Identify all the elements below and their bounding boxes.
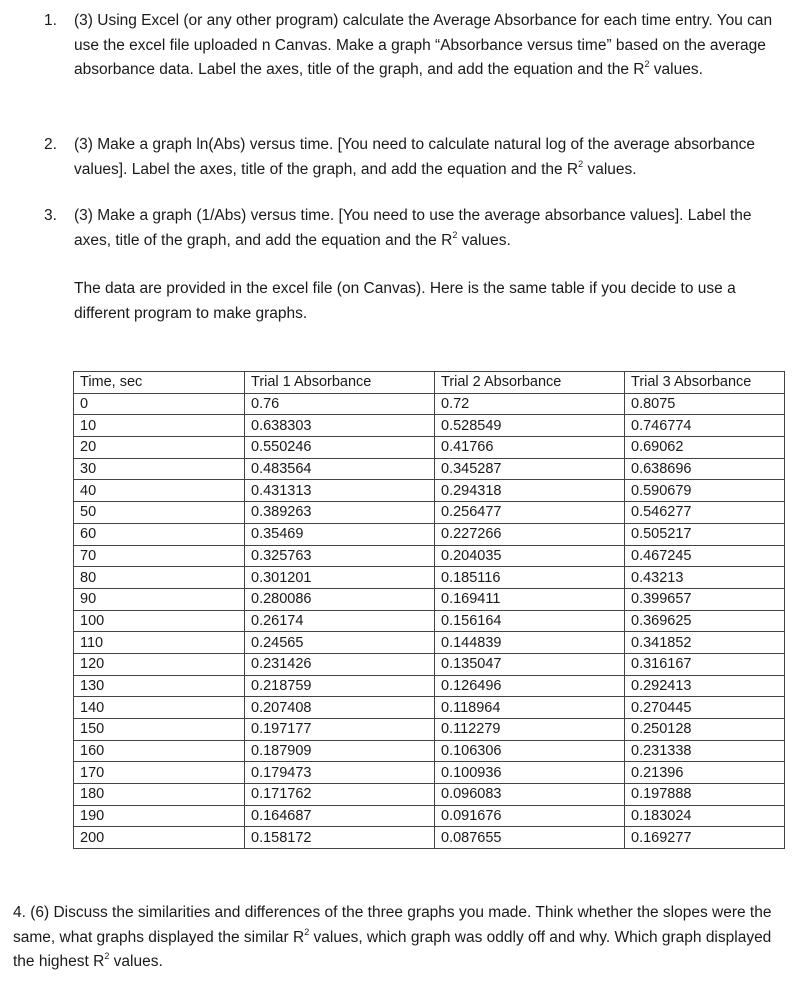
table-cell: 80 [74, 567, 245, 589]
table-row [74, 719, 785, 741]
table-cell: 190 [74, 805, 245, 827]
table-row [74, 697, 785, 719]
table-cell: 180 [74, 784, 245, 806]
table-header-row [74, 372, 785, 394]
table-cell: 0.158172 [245, 827, 435, 849]
table-cell: 150 [74, 719, 245, 741]
table-cell: 0.197888 [625, 784, 785, 806]
table-cell: 20 [74, 437, 245, 459]
table-cell: 0.8075 [625, 393, 785, 415]
table-cell: 0.389263 [245, 502, 435, 524]
table-cell: 0.528549 [435, 415, 625, 437]
question-number: 2. [44, 136, 57, 153]
question-2 [44, 133, 784, 182]
question-text: (3) Make a graph (1/Abs) versus time. [You need to use the average absorbance values]. Label the axes, title of the graph, and add the equation and the $R^2$ values. [74, 207, 752, 249]
question-4: 4. (6) Discuss the similarities and differences of the three graphs you made. Think whether the slopes were the same, what graphs displayed the similar $R^2$ values, which graph was oddly off and why. Which graph displayed the highest $R^2$ values. [13, 904, 772, 970]
table-cell: 30 [74, 458, 245, 480]
table-cell: 0.280086 [245, 588, 435, 610]
table-cell: 0.76 [245, 393, 435, 415]
table-cell: 110 [74, 632, 245, 654]
table-cell: 0.483564 [245, 458, 435, 480]
table-row [74, 415, 785, 437]
table-cell: 0.218759 [245, 675, 435, 697]
table-cell: 0.156164 [435, 610, 625, 632]
table-cell: 0.171762 [245, 784, 435, 806]
table-cell: 0.638303 [245, 415, 435, 437]
table-cell: 0.169411 [435, 588, 625, 610]
table-cell: 0.100936 [435, 762, 625, 784]
table-row [74, 610, 785, 632]
table-row [74, 567, 785, 589]
table-row [74, 545, 785, 567]
table-cell: 0.118964 [435, 697, 625, 719]
table-cell: 0.467245 [625, 545, 785, 567]
table-cell: 0.112279 [435, 719, 625, 741]
question-number: 3. [44, 207, 57, 224]
table-cell: 0.270445 [625, 697, 785, 719]
table-cell: 0.431313 [245, 480, 435, 502]
table-cell: 0.41766 [435, 437, 625, 459]
table-header-cell: Time, sec [74, 372, 245, 394]
table-cell: 0.292413 [625, 675, 785, 697]
table-cell: 0.341852 [625, 632, 785, 654]
table-row [74, 502, 785, 524]
table-row [74, 437, 785, 459]
table-cell: 200 [74, 827, 245, 849]
table-row [74, 588, 785, 610]
table-row [74, 762, 785, 784]
table-cell: 40 [74, 480, 245, 502]
table-cell: 0.746774 [625, 415, 785, 437]
table-cell: 0.301201 [245, 567, 435, 589]
table-row [74, 653, 785, 675]
table-cell: 90 [74, 588, 245, 610]
table-cell: 120 [74, 653, 245, 675]
table-cell: 0.505217 [625, 523, 785, 545]
table-row [74, 740, 785, 762]
table-cell: 170 [74, 762, 245, 784]
table-cell: 0.550246 [245, 437, 435, 459]
table-cell: 0.183024 [625, 805, 785, 827]
table-cell: 0 [74, 393, 245, 415]
table-cell: 60 [74, 523, 245, 545]
table-cell: 0.250128 [625, 719, 785, 741]
table-row [74, 675, 785, 697]
table-row [74, 523, 785, 545]
table-cell: 0.096083 [435, 784, 625, 806]
question-number: 1. [44, 12, 57, 29]
table-cell: 0.369625 [625, 610, 785, 632]
table-cell: 0.204035 [435, 545, 625, 567]
table-cell: 0.106306 [435, 740, 625, 762]
table-row [74, 393, 785, 415]
table-cell: 0.24565 [245, 632, 435, 654]
table-cell: 0.227266 [435, 523, 625, 545]
table-cell: 0.21396 [625, 762, 785, 784]
table-cell: 0.35469 [245, 523, 435, 545]
table-cell: 0.345287 [435, 458, 625, 480]
table-cell: 50 [74, 502, 245, 524]
table-cell: 0.546277 [625, 502, 785, 524]
table-cell: 0.144839 [435, 632, 625, 654]
question-text: (3) Make a graph ln(Abs) versus time. [You need to calculate natural log of the average absorbance values]. Label the axes, title of the graph, and add the equation and the $R^2$ values. [74, 136, 755, 178]
table-row [74, 827, 785, 849]
table-cell: 0.26174 [245, 610, 435, 632]
table-cell: 0.185116 [435, 567, 625, 589]
table-row [74, 784, 785, 806]
table-cell: 0.69062 [625, 437, 785, 459]
table-cell: 0.087655 [435, 827, 625, 849]
table-cell: 0.638696 [625, 458, 785, 480]
table-cell: 0.399657 [625, 588, 785, 610]
table-cell: 0.43213 [625, 567, 785, 589]
table-cell: 0.164687 [245, 805, 435, 827]
table-header-cell: Trial 2 Absorbance [435, 372, 625, 394]
table-cell: 100 [74, 610, 245, 632]
table-cell: 0.126496 [435, 675, 625, 697]
absorbance-data-table [73, 371, 785, 849]
table-cell: 0.091676 [435, 805, 625, 827]
table-cell: 0.590679 [625, 480, 785, 502]
table-cell: 0.179473 [245, 762, 435, 784]
table-cell: 0.325763 [245, 545, 435, 567]
table-cell: 130 [74, 675, 245, 697]
table-cell: 0.207408 [245, 697, 435, 719]
table-cell: 0.72 [435, 393, 625, 415]
table-cell: 160 [74, 740, 245, 762]
table-cell: 0.231426 [245, 653, 435, 675]
table-cell: 0.316167 [625, 653, 785, 675]
table-header-cell: Trial 1 Absorbance [245, 372, 435, 394]
question-text: (3) Using Excel (or any other program) calculate the Average Absorbance for each time entry. You can use the excel file uploaded n Canvas. Make a graph “Absorbance versus time” based on the average absorbance data. Label the axes, title of the graph, and add the equation and the $R^2$ values. [74, 12, 773, 78]
table-cell: 0.169277 [625, 827, 785, 849]
table-cell: 0.187909 [245, 740, 435, 762]
table-row [74, 632, 785, 654]
table-cell: 0.135047 [435, 653, 625, 675]
data-intro-paragraph: The data are provided in the excel file (on Canvas). Here is the same table if you decide to use a different program to make graphs. [74, 280, 736, 322]
table-cell: 0.256477 [435, 502, 625, 524]
table-row [74, 480, 785, 502]
table-cell: 70 [74, 545, 245, 567]
table-cell: 10 [74, 415, 245, 437]
table-row [74, 805, 785, 827]
table-cell: 0.197177 [245, 719, 435, 741]
question-3 [44, 204, 784, 253]
table-header-cell: Trial 3 Absorbance [625, 372, 785, 394]
question-1 [44, 9, 784, 83]
table-cell: 0.294318 [435, 480, 625, 502]
table-row [74, 458, 785, 480]
table-cell: 0.231338 [625, 740, 785, 762]
table-cell: 140 [74, 697, 245, 719]
